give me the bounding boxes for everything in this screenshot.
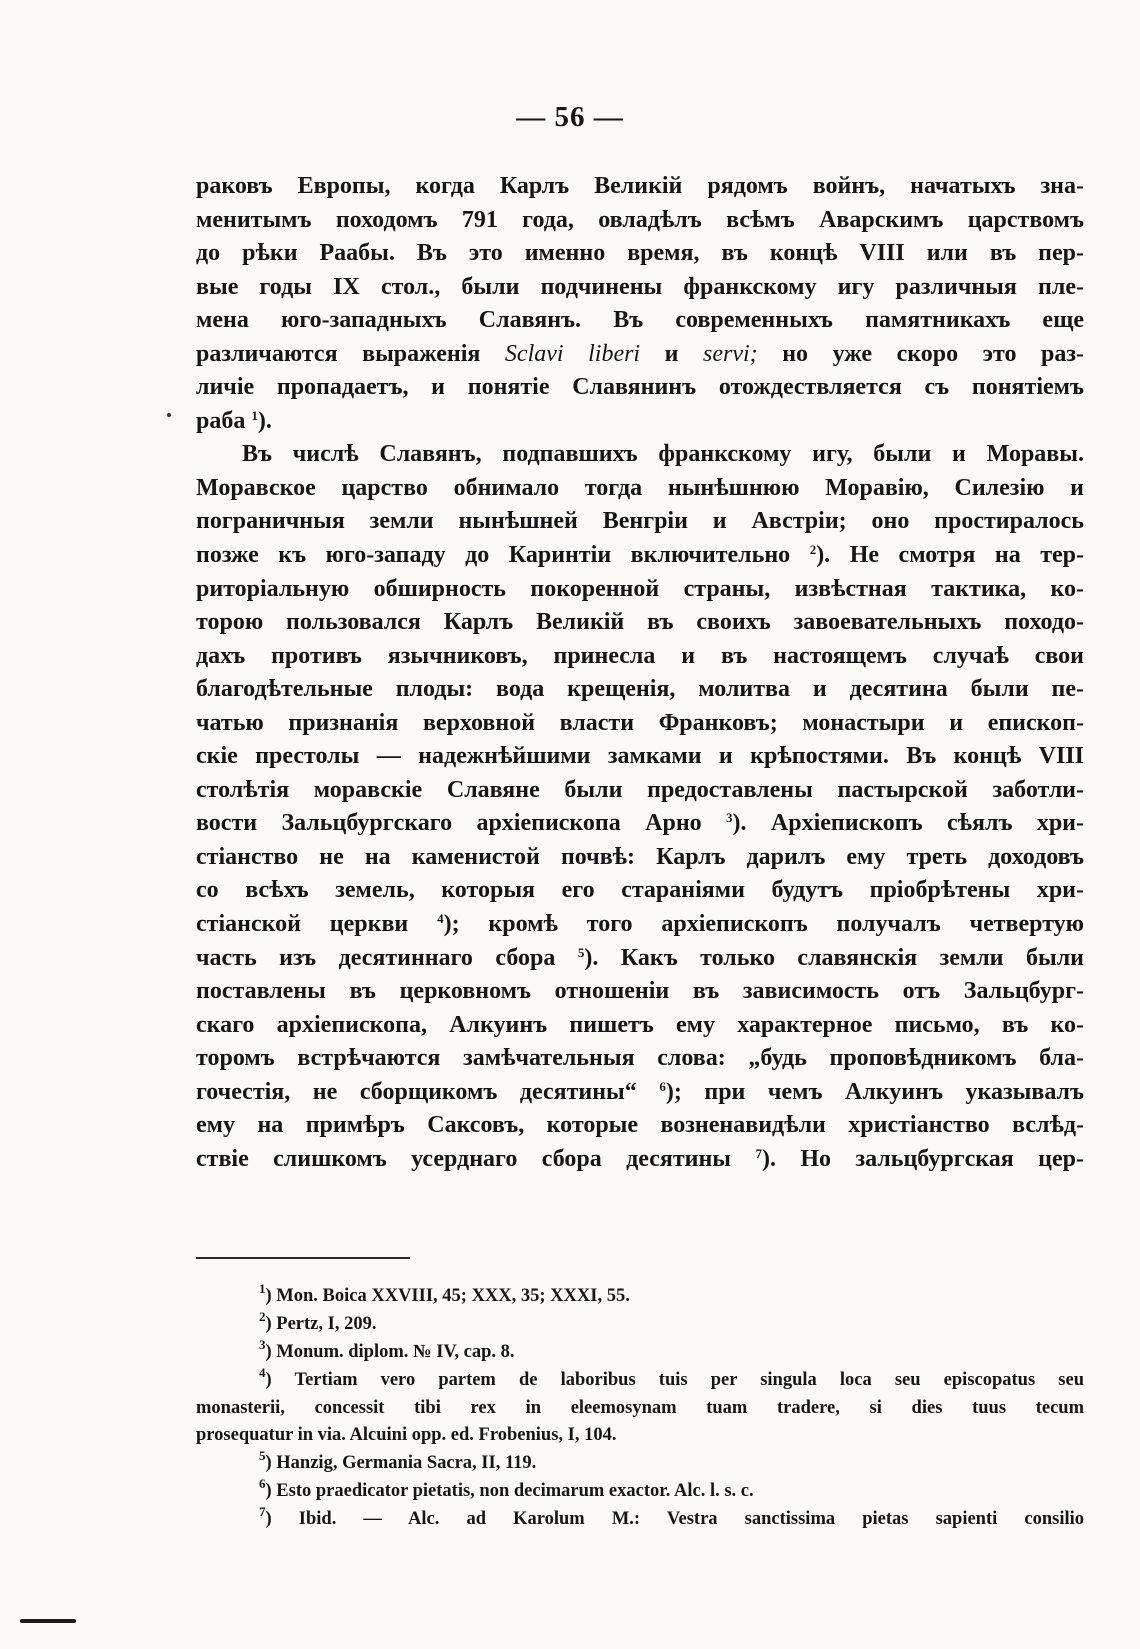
body-text-line: скіе престолы — надежнѣйшими замками и крѣпостями. Въ концѣ VIII [196,743,1084,770]
italic-phrase: Sclavi liberi [504,340,641,367]
body-text-line: менитымъ походомъ 791 года, овладѣлъ всѣмъ Аварскимъ царствомъ [196,206,1084,233]
footnote-line: $^3$) Monum. diplom. № IV, cap. 8. [259,1338,515,1362]
italic-phrase: servi; [703,340,758,367]
footnote-ref: 3 [726,810,733,826]
footnote-ref: 1 [259,1283,266,1296]
footnote-ref: 4 [437,911,444,927]
body-text-line: часть изъ десятиннаго сбора $^5$). Какъ только славянскія земли были [196,944,1084,971]
body-text-line: до рѣки Раабы. Въ это именно время, въ концѣ VIII или въ пер- [196,240,1084,267]
body-text-line: торою пользовался Карлъ Великій въ своихъ завоевательныхъ походо- [196,609,1084,636]
page-number: — 56 — [516,101,624,133]
footnote-ref: 4 [259,1366,266,1380]
body-text-line: раковъ Европы, когда Карлъ Великій рядомъ войнъ, начатыхъ зна- [196,173,1084,199]
body-text-line: раба $^1$). [196,407,272,434]
footnote-line: $^7$) Ibid. — Alc. ad Karolum M.: Vestra sanctissima pietas sapienti consilio [259,1506,1084,1530]
body-text-line: ствіе слишкомъ усерднаго сбора десятины $^7$). Но зальцбургская цер- [196,1145,1084,1172]
body-text-line: стіанство не на каменистой почвѣ: Карлъ дарилъ ему треть доходовъ [196,843,1084,870]
body-text-line: столѣтія моравскіе Славяне были предоставлены пастырской заботли- [196,776,1084,803]
body-text-line: Моравское царство обнимало тогда нынѣшнюю Моравію, Силезію и [196,474,1084,501]
footnotes [196,1283,1084,1534]
body-text-line: пограничныя земли нынѣшней Венгріи и Австріи; оно простиралось [196,508,1084,535]
body-text-line: позже къ юго-западу до Каринтіи включительно $^2$). Не смотря на тер- [196,542,1084,569]
body-text-line: вости Зальцбургскаго архіепископа Арно $^3$). Архіепископъ сѣялъ хри- [196,810,1084,837]
footnote-separator-rule [196,1257,410,1259]
footnote-ref: 2 [259,1310,266,1324]
footnote-ref: 6 [259,1478,266,1492]
body-text-line: дахъ противъ язычниковъ, принесла и въ настоящемъ случаѣ свои [196,642,1084,669]
body-text [196,170,1084,1176]
body-text-line: вые годы IX стол., были подчинены франкскому игу различныя пле- [196,273,1084,300]
body-text-line: скаго архіепископа, Алкуинъ пишетъ ему характерное письмо, въ ко- [196,1011,1084,1038]
margin-dot-mark [167,413,171,417]
footnote-ref: 6 [659,1078,666,1094]
footnote-line: $^1$) Mon. Boica XXVIII, 45; XXX, 35; XXXI, 55. [259,1283,630,1306]
body-text-line: ему на примѣръ Саксовъ, которые возненавидѣли христіанство вслѣд- [196,1112,1084,1139]
body-text-line: личіе пропадаетъ, и понятіе Славянинъ отождествляется съ понятіемъ [196,374,1084,401]
footnote-ref: 5 [259,1450,266,1464]
footnote-ref: 2 [809,542,817,558]
footnote-ref: 5 [577,944,585,960]
body-text-line: мена юго-западныхъ Славянъ. Въ современныхъ памятникахъ еще [196,307,1084,334]
body-text-line: чатью признанія верховной власти Франковъ; монастыри и епископ- [196,709,1084,736]
body-text-line: различаются выраженія Sclavi liberi и servi; но уже скоро это раз- [196,340,1084,367]
body-text-line: стіанской церкви $^4$); кромѣ того архіепископъ получалъ четвертую [196,911,1084,938]
body-text-line: Въ числѣ Славянъ, подпавшихъ франкскому игу, были и Моравы. [242,441,1084,468]
body-text-line: благодѣтельные плоды: вода крещенія, молитва и десятина были пе- [196,676,1084,703]
footnote-line: $^5$) Hanzig, Germania Sacra, II, 119. [259,1450,537,1474]
body-text-line: гочестія, не сборщикомъ десятины“ $^6$); при чемъ Алкуинъ указывалъ [196,1078,1084,1105]
margin-dash-mark [20,1619,76,1623]
footnote-ref: 7 [259,1506,266,1520]
footnote-line: $^4$) Tertiam vero partem de laboribus tuis per singula loca seu episcopatus seu [259,1366,1084,1390]
footnote-ref: 7 [755,1145,762,1161]
footnote-ref: 3 [259,1338,266,1352]
footnote-line: prosequatur in via. Alcuini opp. ed. Frobenius, I, 104. [196,1425,617,1446]
body-text-line: риторіальную обширность покоренной страны, извѣстная тактика, ко- [196,575,1084,602]
footnote-ref: 1 [251,407,258,423]
footnote-line: $^2$) Pertz, I, 209. [259,1310,377,1334]
body-text-line: со всѣхъ земель, которыя его стараніями будутъ пріобрѣтены хри- [196,877,1084,904]
footnote-line: monasterii, concessit tibi rex in eleemosynam tuam tradere, si dies tuus tecum [196,1397,1084,1418]
body-text-line: поставлены въ церковномъ отношеніи въ зависимость отъ Зальцбург- [196,978,1084,1005]
footnote-line: $^6$) Esto praedicator pietatis, non decimarum exactor. Alc. l. s. c. [259,1478,754,1502]
body-text-line: торомъ встрѣчаются замѣчательныя слова: „будь проповѣдникомъ бла- [196,1045,1084,1072]
